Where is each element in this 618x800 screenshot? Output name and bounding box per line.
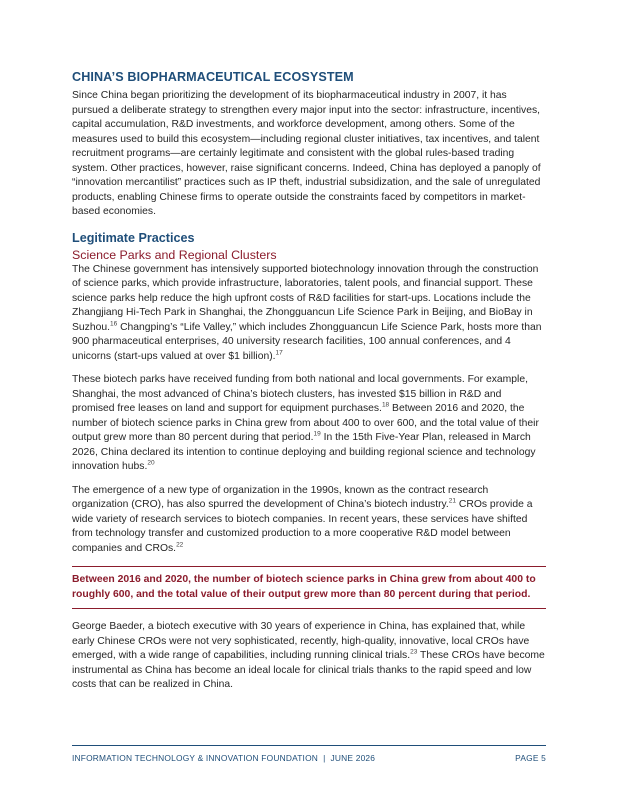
- paragraph-text: CROs provide a wide variety of research services to biotech companies. In recent years, these services have shifted from technology transfer and customized production to a more cooperative R&D model between companies and CROs.: [72, 499, 533, 554]
- paragraph-funding: [72, 373, 546, 475]
- paragraph-text: The Chinese government has intensively supported biotechnology innovation through the construction of science parks, which provide infrastructure, laboratories, talent pools, and financial support. These science parks help reduce the high upfront costs of R&D facilities for start-ups. Locations include the Zhangjiang Hi-Tech Park in Shanghai, the Zhongguancun Life Science Park in Beijing, and BioBay in Suzhou.: [72, 263, 539, 333]
- paragraph-text: Changping’s “Life Valley,” which includes Zhongguancun Life Science Park, hosts more than 900 pharmaceutical enterprises, 40 university research facilities, 100 annual conferences, and 4 unicorns (start-ups valued at over $1 billion).: [72, 321, 542, 362]
- intro-paragraph: Since China began prioritizing the development of its biopharmaceutical industry in 2007, it has pursued a deliberate strategy to strengthen every major input into the sector: infrastructure, incentives, capital accumulation, R&D investments, and workforce development, among others. Some of the measures used to build this ecosystem—including regional cluster initiatives, tax incentives, and talent recruitment programs—are certainly legitimate and consistent with the global rules-based trading system. Other practices, however, raise significant concerns. Indeed, China has deployed a panoply of “innovation mercantilist” practices such as IP theft, industrial subsidization, and the sale of unregulated products, enabling Chinese firms to operate outside the constraints faced by competitors in market-based economies.: [72, 90, 541, 217]
- section-title: CHINA’S BIOPHARMACEUTICAL ECOSYSTEM: [72, 70, 354, 84]
- footnote-ref-17[interactable]: 17: [275, 349, 283, 357]
- footer-publisher-date: INFORMATION TECHNOLOGY & INNOVATION FOUNDATION | JUNE 2026: [72, 753, 376, 763]
- paragraph-text: These biotech parks have received funding from both national and local governments. For example, Shanghai, the most advanced of China’s biotech clusters, has invested $15 billion in R&D and promised free leases on land and support for equipment purchases.: [72, 374, 528, 414]
- pull-quote-callout: [72, 566, 546, 609]
- pull-quote-text: Between 2016 and 2020, the number of biotech science parks in China grew from about 400 to roughly 600, and the total value of their output grew more than 80 percent during that period.: [72, 574, 536, 600]
- paragraph-cro: [72, 484, 546, 557]
- page-content: [72, 70, 546, 702]
- paragraph-text: In the 15th Five-Year Plan, released in March 2026, China declared its intention to continue deploying and building regional science and technology innovation hubs.: [72, 432, 536, 472]
- paragraph-text: The emergence of a new type of organization in the 1990s, known as the contract research organization (CRO), has also spurred the development of China’s biotech industry.: [72, 484, 489, 510]
- paragraph-science-parks: [72, 263, 546, 365]
- paragraph-text: Between 2016 and 2020, the number of biotech science parks in China grew from about 400 to over 600, and the total value of their output grew more than 80 percent during that period.: [72, 403, 539, 443]
- page-footer: [72, 745, 546, 763]
- footnote-ref-20[interactable]: 20: [147, 459, 155, 467]
- footnote-ref-23[interactable]: 23: [410, 648, 418, 656]
- subsubsection-title: Science Parks and Regional Clusters: [72, 247, 277, 262]
- paragraph-baeder: [72, 620, 546, 693]
- subsection-title: Legitimate Practices: [72, 230, 195, 245]
- footnote-ref-19[interactable]: 19: [313, 430, 321, 438]
- footnote-ref-18[interactable]: 18: [381, 401, 390, 409]
- footnote-ref-16[interactable]: 16: [109, 320, 118, 328]
- footer-page-number: PAGE 5: [515, 753, 546, 763]
- footnote-ref-21[interactable]: 21: [448, 497, 457, 505]
- paragraph-text: These CROs have become instrumental as China has become an ideal locale for clinical trials thanks to the rapid speed and low costs that can be realized in China.: [72, 650, 545, 690]
- paragraph-text: George Baeder, a biotech executive with 30 years of experience in China, has explained that, while early Chinese CROs were not very sophisticated, recently, high-quality, innovative, local CROs have emerged, with a wide range of capabilities, including running clinical trials.: [72, 621, 530, 661]
- footnote-ref-22[interactable]: 22: [176, 541, 184, 549]
